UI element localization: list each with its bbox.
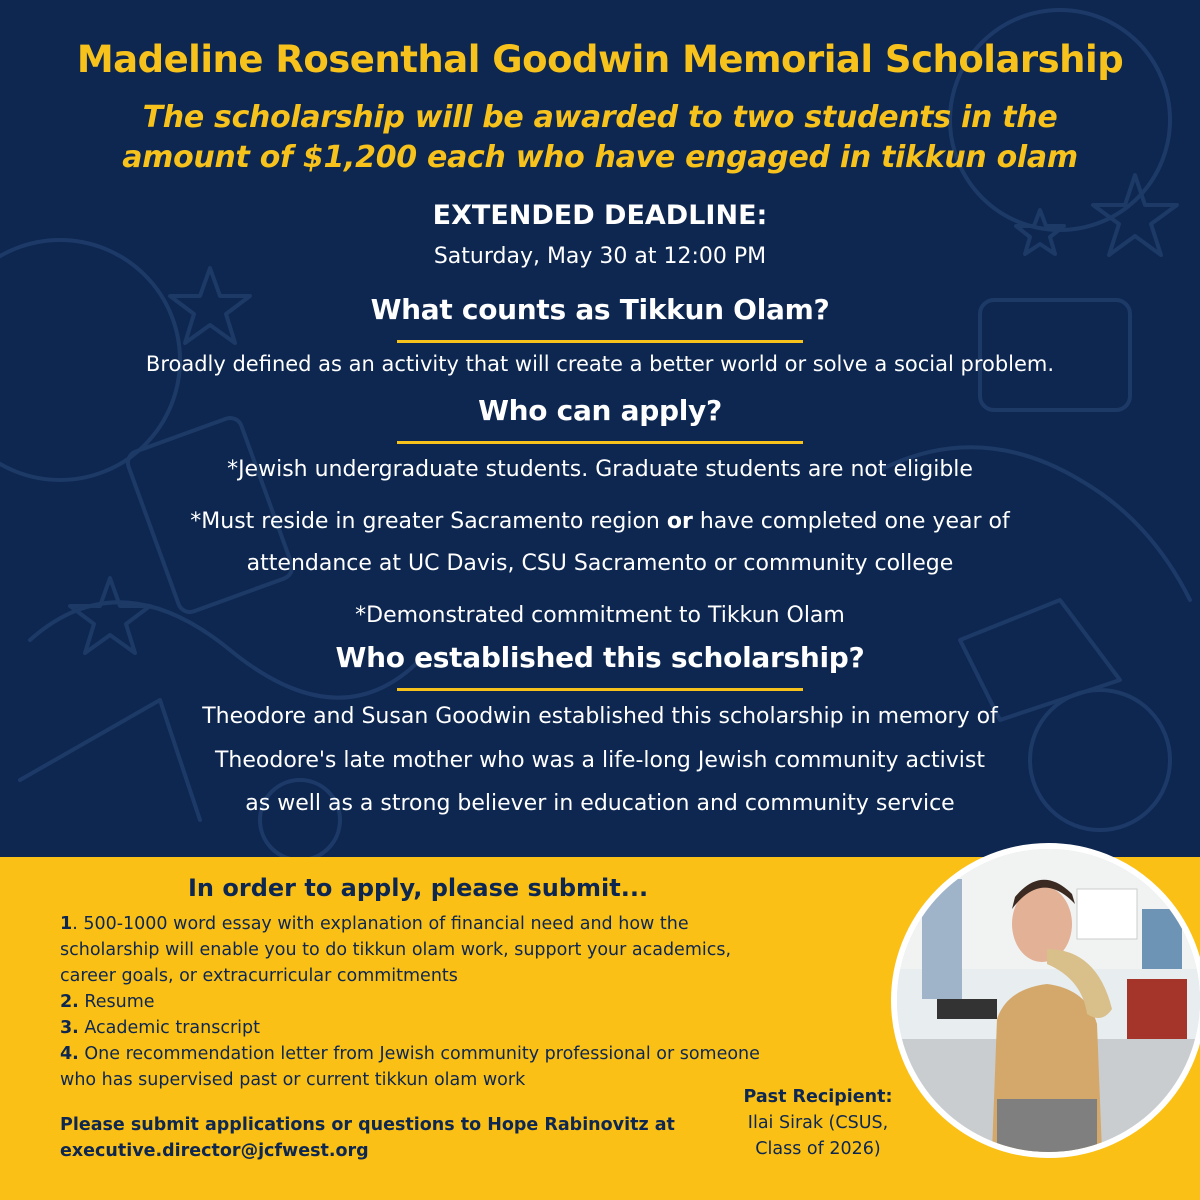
eligibility-item-3: *Demonstrated commitment to Tikkun Olam: [355, 603, 845, 628]
page-subtitle: [0, 98, 1200, 178]
eligibility-item-2: [0, 501, 1200, 543]
list-item: [60, 911, 790, 989]
list-item-number: 1: [60, 914, 73, 934]
eligibility-item-2-pre: *Must reside in greater Sacramento region: [190, 509, 667, 534]
recipient-photo-illustration: [897, 849, 1200, 1152]
subtitle-line-1: The scholarship will be awarded to two students in the: [142, 100, 1058, 135]
list-item-text: Resume: [78, 992, 155, 1012]
established-divider: [397, 688, 803, 691]
chair-shape: [1127, 979, 1187, 1039]
subtitle-line-2: amount of $1,200 each who have engaged in tikkun olam: [122, 140, 1078, 175]
eligibility-item-1: *Jewish undergraduate students. Graduate students are not eligible: [227, 457, 973, 482]
contact-email[interactable]: executive.director@jcfwest.org: [60, 1141, 369, 1161]
established-line-2: Theodore's late mother who was a life-long Jewish community activist: [214, 748, 985, 773]
list-item-text: One recommendation letter from Jewish community professional or someone who has supervised past or current tikkun olam work: [60, 1044, 760, 1090]
past-recipient-label: Past Recipient:: [743, 1087, 893, 1107]
list-item-text: . 500-1000 word essay with explanation of financial need and how the scholarship will enable you to do tikkun olam work, support your academics, career goals, or extracurricular commitments: [60, 914, 732, 986]
eligibility-divider: [397, 441, 803, 444]
list-item: [60, 989, 790, 1015]
established-line-1: Theodore and Susan Goodwin established this scholarship in memory of: [202, 704, 998, 729]
contact-info: [60, 1112, 750, 1164]
tikkun-definition: Broadly defined as an activity that will create a better world or solve a social problem.: [145, 352, 1055, 376]
eligibility-item-2-line-2: attendance at UC Davis, CSU Sacramento or community college: [246, 551, 954, 576]
past-recipient-name: Ilai Sirak (CSUS,: [747, 1113, 889, 1133]
eligibility-item-2-post: have completed one year of: [692, 509, 1010, 534]
flag-shape: [922, 879, 962, 999]
list-item-text: Academic transcript: [78, 1018, 261, 1038]
deadline-label: EXTENDED DEADLINE:: [432, 200, 768, 231]
list-item-number: 4.: [60, 1044, 79, 1064]
deadline-date: Saturday, May 30 at 12:00 PM: [433, 244, 767, 269]
eligibility-item-2-or: or: [666, 509, 693, 534]
tikkun-divider: [397, 340, 803, 343]
past-recipient-class: Class of 2026): [755, 1139, 881, 1159]
apply-requirements-list: [60, 911, 790, 1093]
apply-heading: In order to apply, please submit...: [188, 874, 649, 902]
contact-line-1: Please submit applications or questions to Hope Rabinovitz at: [60, 1115, 675, 1135]
past-recipient-caption: [738, 1084, 898, 1162]
list-item: [60, 1041, 790, 1093]
established-heading: Who established this scholarship?: [335, 641, 865, 674]
list-item-number: 2.: [60, 992, 79, 1012]
list-item-number: 3.: [60, 1018, 79, 1038]
eligibility-heading: Who can apply?: [478, 394, 722, 427]
tikkun-heading: What counts as Tikkun Olam?: [370, 293, 830, 326]
list-item: [60, 1015, 790, 1041]
recipient-photo: [891, 843, 1200, 1158]
page-title: Madeline Rosenthal Goodwin Memorial Scholarship: [76, 38, 1124, 81]
established-line-3: as well as a strong believer in education and community service: [245, 791, 955, 816]
